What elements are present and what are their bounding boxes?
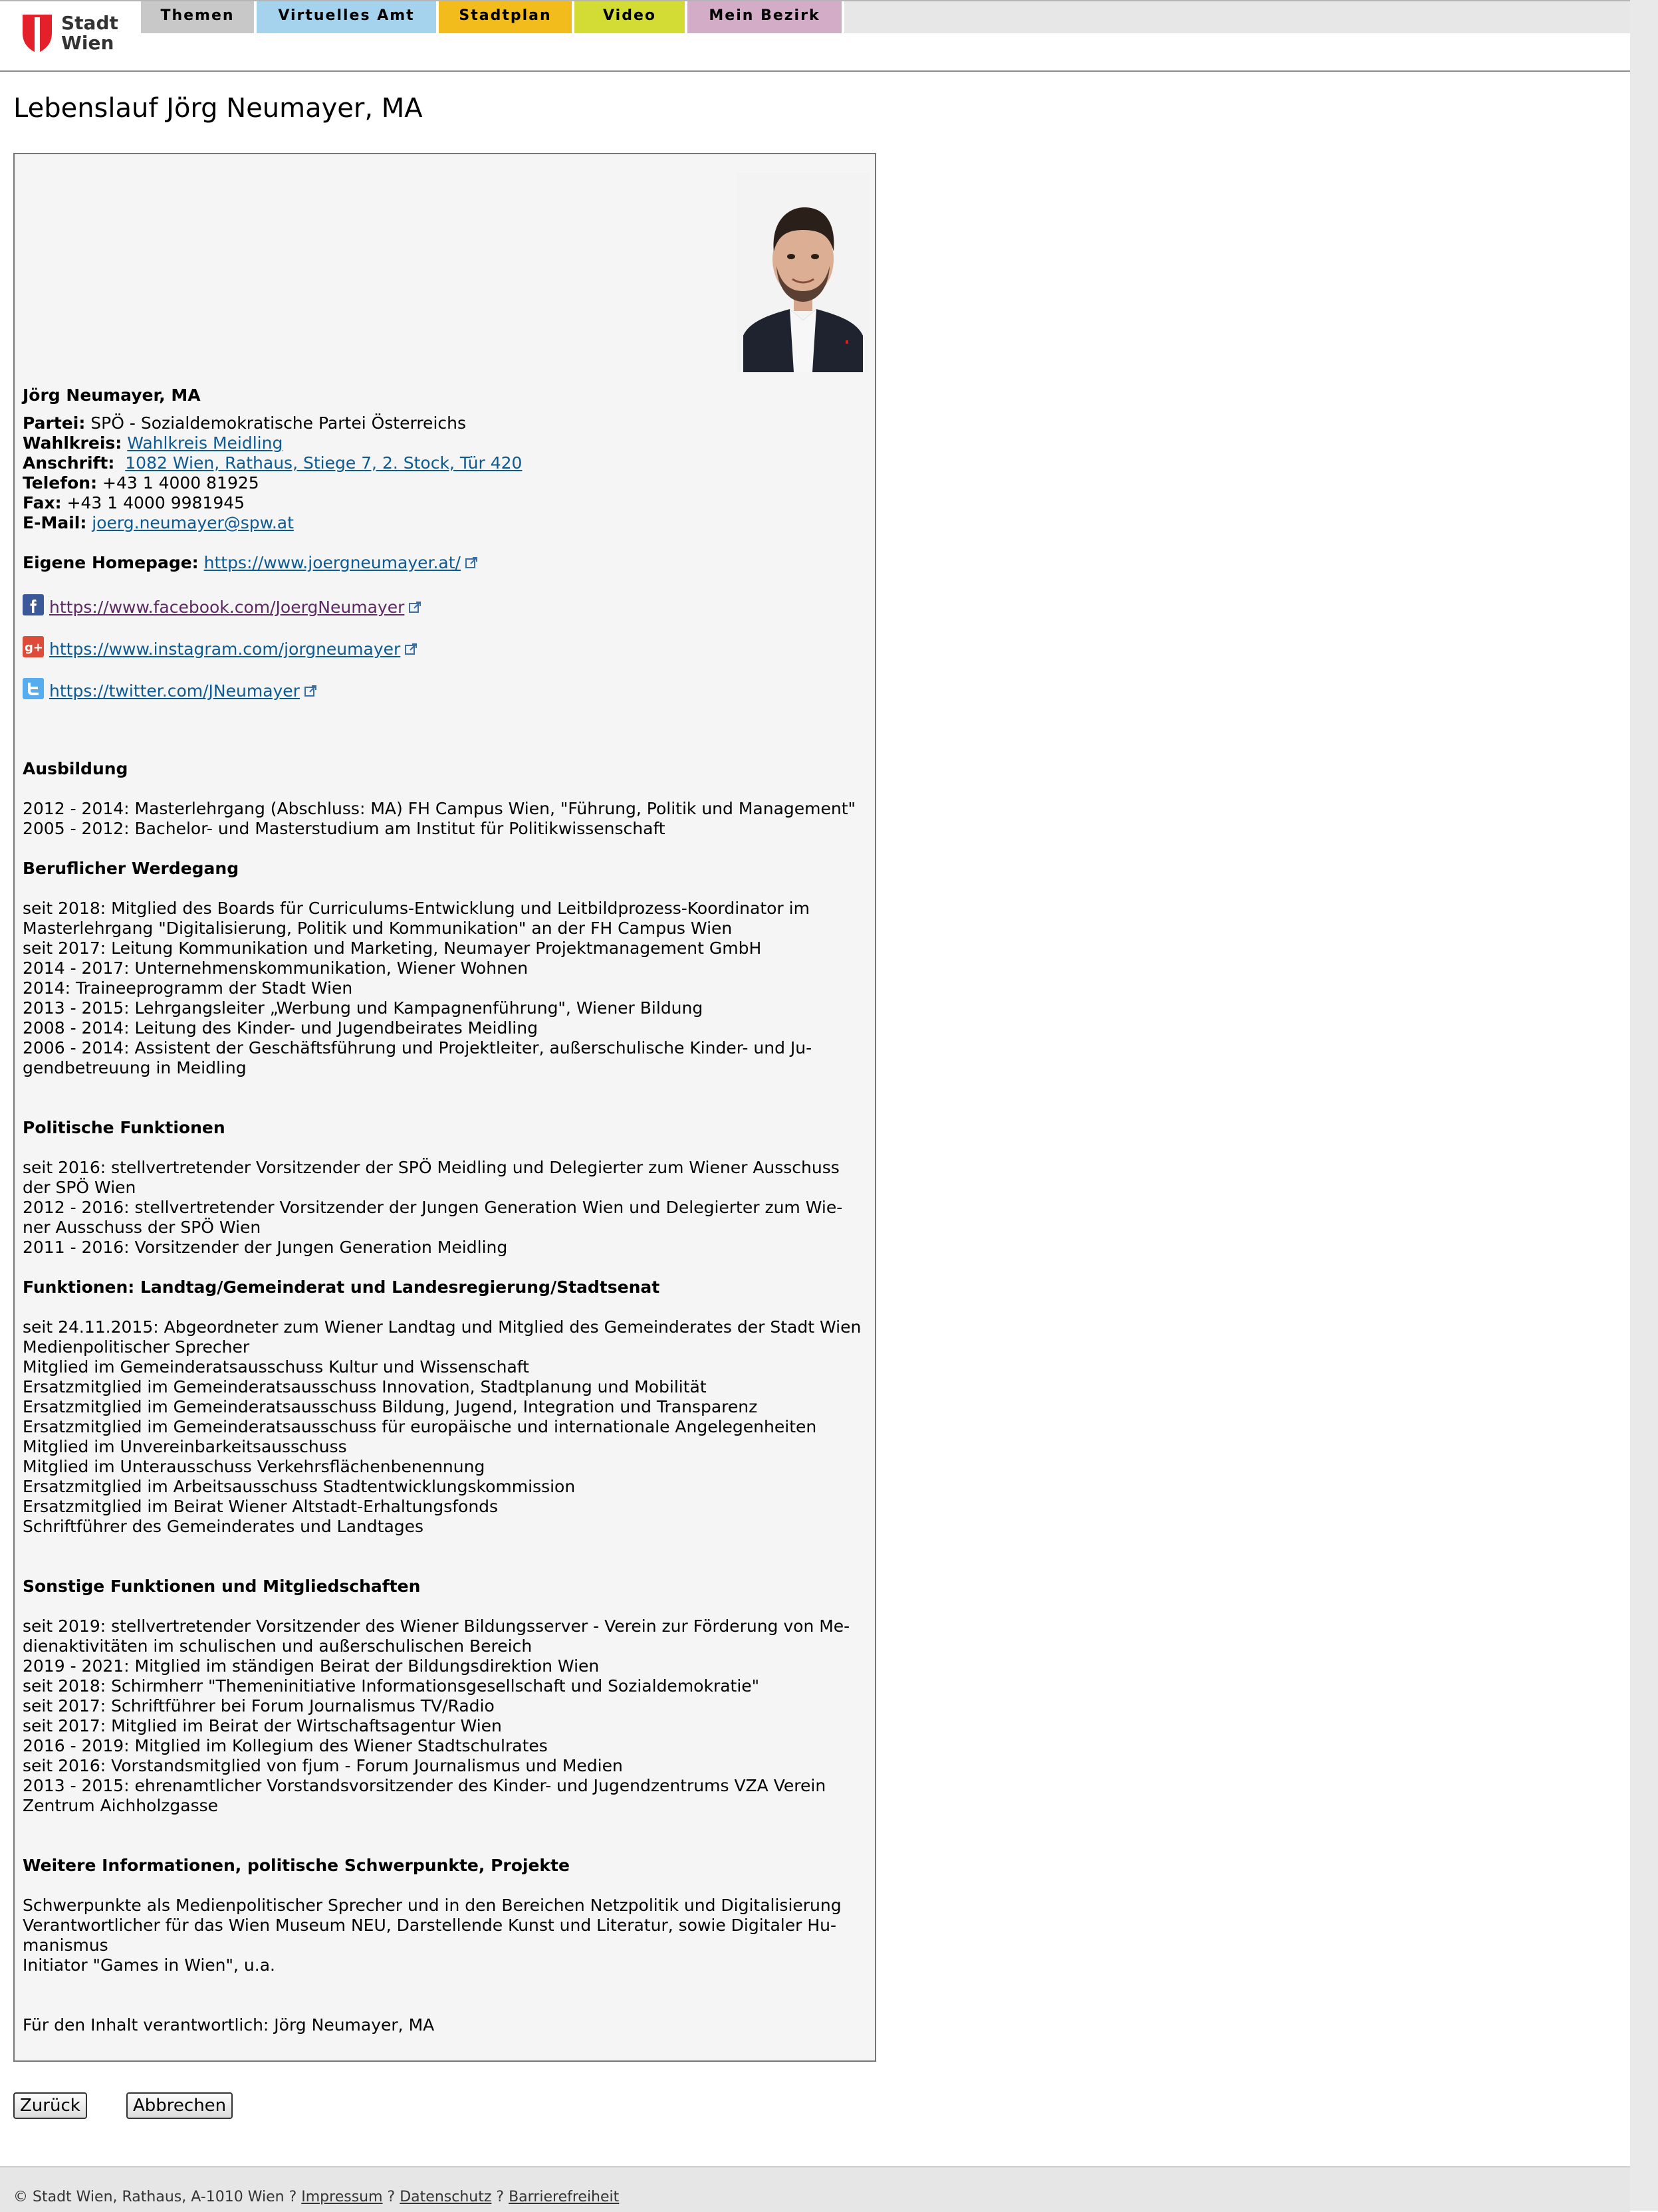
list-item: 2005 - 2012: Bachelor- und Masterstudium am Institut für Politikwissenschaft (23, 819, 665, 838)
list-item: Masterlehrgang "Digitalisierung, Politik und Kommunikation" an der FH Campus Wien (23, 919, 733, 938)
list-item: 2008 - 2014: Leitung des Kinder- und Jugendbeirates Meidling (23, 1018, 538, 1038)
constituency-row: Wahlkreis: Wahlkreis Meidling (23, 433, 283, 453)
list-item: Ersatzmitglied im Gemeinderatsausschuss für europäische und internationale Angelegenheiten (23, 1417, 817, 1436)
logo-text-stadt: Stadt (61, 12, 118, 34)
section-heading-werdegang: Beruflicher Werdegang (23, 859, 239, 878)
nav-tab-mein-bezirk[interactable]: Mein Bezirk (687, 1, 844, 33)
list-item: seit 2019: stellvertretender Vorsitzender des Wiener Bildungsserver - Verein zur Förderung von Me- (23, 1616, 850, 1636)
external-link-icon (404, 643, 417, 656)
email-row: E-Mail: joerg.neumayer@spw.at (23, 513, 294, 532)
barrierefreiheit-link[interactable]: Barrierefreiheit (509, 2189, 620, 2205)
list-item: seit 2017: Leitung Kommunikation und Marketing, Neumayer Projektmanagement GmbH (23, 939, 762, 958)
list-item: seit 24.11.2015: Abgeordneter zum Wiener Landtag und Mitglied des Gemeinderates der Stadt Wien (23, 1317, 862, 1337)
list-item: 2012 - 2016: stellvertretender Vorsitzender der Jungen Generation Wien und Delegierter zum Wie- (23, 1198, 843, 1217)
google-plus-icon (23, 636, 44, 657)
svg-text:g+: g+ (25, 641, 43, 655)
nav-tab-stadtplan[interactable]: Stadtplan (439, 1, 574, 33)
list-item: seit 2018: Mitglied des Boards für Curriculums-Entwicklung und Leitbildprozess-Koordinator im (23, 899, 810, 918)
responsible-note: Für den Inhalt verantwortlich: Jörg Neumayer, MA (23, 2015, 435, 2035)
site-header (0, 0, 1630, 72)
list-item: Initiator "Games in Wien", u.a. (23, 1955, 275, 1975)
email-link[interactable]: joerg.neumayer@spw.at (92, 513, 294, 532)
list-item: ner Ausschuss der SPÖ Wien (23, 1218, 261, 1237)
ausbildung-list (23, 799, 880, 839)
fax-value: +43 1 4000 9981945 (66, 493, 245, 512)
list-item: manismus (23, 1936, 108, 1955)
page-title: Lebenslauf Jörg Neumayer, MA (13, 93, 423, 124)
facebook-row (23, 594, 880, 617)
portrait-photo (737, 173, 870, 372)
datenschutz-link[interactable]: Datenschutz (400, 2189, 492, 2205)
werdegang-list (23, 899, 880, 1078)
fax-row: Fax: +43 1 4000 9981945 (23, 493, 245, 512)
biography-box (13, 153, 876, 2062)
funktionen-list (23, 1317, 880, 1537)
external-link-icon (465, 556, 478, 570)
section-heading-sonstige: Sonstige Funktionen und Mitgliedschaften (23, 1577, 421, 1596)
list-item: 2014 - 2017: Unternehmenskommunikation, Wiener Wohnen (23, 958, 529, 978)
copyright-text: © Stadt Wien, Rathaus, A-1010 Wien (13, 2189, 285, 2205)
window-edge (1630, 0, 1658, 2211)
back-button[interactable]: Zurück (13, 2092, 87, 2119)
footer-text: © Stadt Wien, Rathaus, A-1010 Wien ? Impressum ? Datenschutz ? Barrierefreiheit (13, 2189, 620, 2205)
nav-tab-themen[interactable]: Themen (141, 1, 257, 33)
nav-tab-video[interactable]: Video (574, 1, 687, 33)
weitere-list (23, 1896, 880, 1975)
list-item: seit 2018: Schirmherr "Themeninitiative Informationsgesellschaft und Sozialdemokratie" (23, 1676, 760, 1696)
nav-tab-virtuelles-amt[interactable]: Virtuelles Amt (257, 1, 439, 33)
nav-filler (844, 1, 1630, 33)
twitter-row (23, 678, 880, 701)
section-heading-ausbildung: Ausbildung (23, 759, 128, 778)
instagram-row (23, 636, 880, 659)
address-link[interactable]: 1082 Wien, Rathaus, Stiege 7, 2. Stock, Tür 420 (125, 453, 523, 473)
list-item: Ersatzmitglied im Gemeinderatsausschuss Innovation, Stadtplanung und Mobilität (23, 1377, 707, 1396)
sonstige-list (23, 1616, 880, 1816)
list-item: dienaktivitäten im schulischen und außerschulischen Bereich (23, 1636, 533, 1656)
person-name: Jörg Neumayer, MA (23, 386, 201, 405)
list-item: Verantwortlicher für das Wien Museum NEU, Darstellende Kunst und Literatur, sowie Digitaler Hu- (23, 1916, 837, 1935)
site-footer (0, 2166, 1630, 2212)
list-item: Medienpolitischer Sprecher (23, 1337, 250, 1357)
list-item: Ersatzmitglied im Arbeitsausschuss Stadtentwicklungskommission (23, 1477, 576, 1496)
list-item: seit 2016: stellvertretender Vorsitzender der SPÖ Meidling und Delegierter zum Wiener Ausschuss (23, 1158, 840, 1177)
list-item: 2011 - 2016: Vorsitzender der Jungen Generation Meidling (23, 1238, 508, 1257)
list-item: 2013 - 2015: Lehrgangsleiter „Werbung und Kampagnenführung", Wiener Bildung (23, 998, 703, 1018)
biography-content (23, 386, 880, 2035)
list-item: 2006 - 2014: Assistent der Geschäftsführung und Projektleiter, außerschulische Kinder- und Ju- (23, 1038, 812, 1057)
homepage-link[interactable]: https://www.joergneumayer.at/ (203, 553, 461, 572)
list-item: 2014: Traineeprogramm der Stadt Wien (23, 978, 353, 998)
list-item: Ersatzmitglied im Gemeinderatsausschuss Bildung, Jugend, Integration und Transparenz (23, 1397, 758, 1416)
phone-row: Telefon: +43 1 4000 81925 (23, 473, 259, 493)
logo-text-wien: Wien (61, 32, 114, 54)
list-item: Mitglied im Unterausschuss Verkehrsflächenbenennung (23, 1457, 485, 1476)
external-link-icon (408, 601, 421, 614)
list-item: gendbetreuung in Meidling (23, 1058, 247, 1077)
address-row: Anschrift: 1082 Wien, Rathaus, Stiege 7, 2. Stock, Tür 420 (23, 453, 523, 473)
politisch-list (23, 1158, 880, 1258)
wien-shield-icon (23, 15, 52, 53)
cancel-button[interactable]: Abbrechen (126, 2092, 233, 2119)
list-item: seit 2016: Vorstandsmitglied von fjum - Forum Journalismus und Medien (23, 1756, 623, 1775)
homepage-row: Eigene Homepage: https://www.joergneumayer.at/ (23, 553, 880, 573)
impressum-link[interactable]: Impressum (301, 2189, 383, 2205)
facebook-icon (23, 594, 44, 615)
external-link-icon (304, 685, 317, 698)
instagram-link[interactable]: https://www.instagram.com/jorgneumayer (49, 639, 401, 659)
list-item: Zentrum Aichholzgasse (23, 1796, 219, 1815)
list-item: Schwerpunkte als Medienpolitischer Sprecher und in den Bereichen Netzpolitik und Digitalisierung (23, 1896, 842, 1915)
list-item: seit 2017: Schriftführer bei Forum Journalismus TV/Radio (23, 1696, 495, 1715)
facebook-link[interactable]: https://www.facebook.com/JoergNeumayer (49, 598, 405, 617)
stadt-wien-logo[interactable] (23, 12, 129, 55)
list-item: Schriftführer des Gemeinderates und Landtages (23, 1517, 424, 1536)
twitter-link[interactable]: https://twitter.com/JNeumayer (49, 681, 300, 701)
section-heading-funktionen: Funktionen: Landtag/Gemeinderat und Landesregierung/Stadtsenat (23, 1277, 660, 1297)
list-item: 2016 - 2019: Mitglied im Kollegium des Wiener Stadtschulrates (23, 1736, 548, 1755)
list-item: der SPÖ Wien (23, 1178, 136, 1197)
section-heading-weitere: Weitere Informationen, politische Schwerpunkte, Projekte (23, 1856, 570, 1875)
list-item: 2019 - 2021: Mitglied im ständigen Beirat der Bildungsdirektion Wien (23, 1656, 600, 1676)
list-item: Mitglied im Gemeinderatsausschuss Kultur und Wissenschaft (23, 1357, 529, 1377)
constituency-link[interactable]: Wahlkreis Meidling (127, 433, 283, 453)
phone-value: +43 1 4000 81925 (102, 473, 259, 493)
list-item: Ersatzmitglied im Beirat Wiener Altstadt-Erhaltungsfonds (23, 1497, 499, 1516)
party-row: Partei: SPÖ - Sozialdemokratische Partei Österreichs (23, 413, 467, 433)
twitter-icon (23, 678, 44, 699)
list-item: 2012 - 2014: Masterlehrgang (Abschluss: MA) FH Campus Wien, "Führung, Politik und Management" (23, 799, 856, 818)
party-value: SPÖ - Sozialdemokratische Partei Österreichs (90, 413, 467, 433)
section-heading-politisch: Politische Funktionen (23, 1118, 225, 1137)
main-navigation (141, 1, 844, 33)
list-item: Mitglied im Unvereinbarkeitsausschuss (23, 1437, 347, 1456)
list-item: seit 2017: Mitglied im Beirat der Wirtschaftsagentur Wien (23, 1716, 502, 1735)
list-item: 2013 - 2015: ehrenamtlicher Vorstandsvorsitzender des Kinder- und Jugendzentrums VZA Verein (23, 1776, 826, 1795)
